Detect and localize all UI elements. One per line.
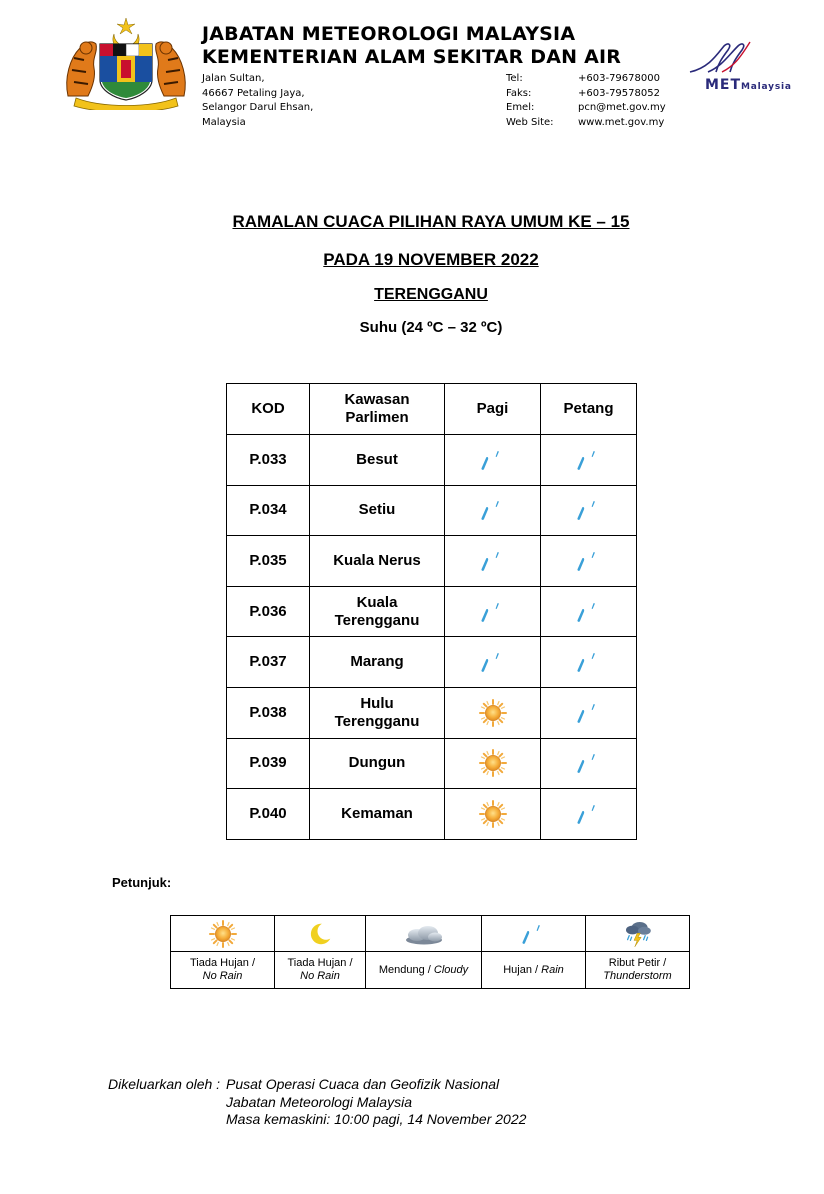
- legend-label: [482, 952, 586, 989]
- table-row: [227, 536, 637, 587]
- address-line: Malaysia: [202, 116, 246, 128]
- rain-icon: [574, 448, 604, 472]
- cell-pagi: [445, 485, 541, 536]
- rain-icon: [519, 922, 549, 946]
- cell-petang: [541, 687, 637, 738]
- legend-icon-row: [171, 916, 690, 952]
- table-row: [227, 435, 637, 486]
- document-date: PADA 19 NOVEMBER 2022: [323, 250, 539, 269]
- kawasan-label: Dungun: [348, 754, 406, 772]
- forecast-table: [226, 383, 637, 840]
- legend-label: [586, 952, 690, 989]
- rain-icon: [574, 600, 604, 624]
- legend-cell: [366, 916, 482, 952]
- table-row: [227, 738, 637, 789]
- table-row: [227, 485, 637, 536]
- department-row: [108, 1094, 526, 1112]
- cell-petang: [541, 637, 637, 688]
- cell-petang: [541, 485, 637, 536]
- cell-kod: P.037: [227, 637, 310, 688]
- legend-cell: [171, 916, 275, 952]
- cell-pagi: [445, 536, 541, 587]
- ministry-name: KEMENTERIAN ALAM SEKITAR DAN AIR: [202, 46, 622, 68]
- legend-label-ms: Hujan /: [503, 963, 539, 976]
- address-block: [202, 72, 313, 130]
- cell-kawasan: [310, 738, 445, 789]
- legend-label-ms: Tiada Hujan /: [287, 957, 353, 969]
- cell-petang: [541, 738, 637, 789]
- contact-row-tel: [506, 72, 666, 87]
- rain-icon: [478, 498, 508, 522]
- issued-by-label: Dikeluarkan oleh :: [108, 1076, 221, 1092]
- rain-icon: [478, 600, 508, 624]
- legend-title: Petunjuk:: [112, 875, 172, 890]
- rain-icon: [574, 650, 604, 674]
- kawasan-label: Hulu Terengganu: [334, 694, 420, 730]
- document-title: RAMALAN CUACA PILIHAN RAYA UMUM KE – 15: [232, 212, 630, 231]
- cell-kawasan: [310, 435, 445, 486]
- legend-table: [170, 915, 690, 989]
- cell-pagi: [445, 687, 541, 738]
- updated-row: [108, 1111, 526, 1129]
- organization-name: JABATAN METEOROLOGI MALAYSIA: [202, 23, 576, 45]
- legend-label-ms: Mendung /: [378, 963, 431, 976]
- address-line: Jalan Sultan,: [202, 73, 265, 84]
- cell-kod: P.036: [227, 586, 310, 637]
- met-malaysia-logo-text: [705, 74, 792, 93]
- issued-by-value: Pusat Operasi Cuaca dan Geofizik Nasional: [226, 1076, 500, 1092]
- cell-kawasan: [310, 687, 445, 738]
- legend-label-row: [171, 952, 690, 989]
- issuer-block: [108, 1076, 526, 1129]
- rain-icon: [478, 448, 508, 472]
- cell-petang: [541, 789, 637, 840]
- sun-icon: [208, 919, 238, 949]
- header-kawasan-label: Kawasan Parlimen: [344, 391, 410, 426]
- cell-petang: [541, 536, 637, 587]
- contact-label: Emel:: [506, 102, 535, 113]
- cell-kawasan: [310, 485, 445, 536]
- legend-label-ms: Ribut Petir /: [608, 957, 667, 969]
- logo-met-text: MET: [705, 77, 742, 93]
- legend-label: [171, 952, 275, 989]
- sun-icon: [478, 799, 508, 829]
- kawasan-label: Kuala Nerus: [333, 551, 421, 569]
- address-line: Selangor Darul Ehsan,: [202, 102, 314, 113]
- rain-icon: [478, 549, 508, 573]
- contact-row-email: [506, 101, 666, 116]
- table-row: [227, 687, 637, 738]
- issuer-row: [108, 1076, 526, 1094]
- rain-icon: [574, 498, 604, 522]
- cell-pagi: [445, 789, 541, 840]
- spacer: [108, 1094, 226, 1112]
- cell-kod: P.033: [227, 435, 310, 486]
- legend-cell: [482, 916, 586, 952]
- cell-kod: P.039: [227, 738, 310, 789]
- legend-cell: [275, 916, 366, 952]
- contact-row-website: [506, 116, 666, 131]
- cell-kawasan: [310, 586, 445, 637]
- kawasan-label: Kemaman: [341, 804, 413, 822]
- legend-label-en: Rain: [541, 963, 564, 976]
- temperature-range: Suhu (24 ºC – 32 ºC): [359, 319, 503, 336]
- legend-cell: [586, 916, 690, 952]
- header-pagi: Pagi: [445, 384, 541, 435]
- contact-block: [506, 72, 666, 130]
- logo-malaysia-text: Malaysia: [741, 82, 792, 92]
- kawasan-label: Kuala Terengganu: [334, 593, 420, 629]
- header-kawasan: [310, 384, 445, 435]
- cell-petang: [541, 435, 637, 486]
- contact-label: Tel:: [506, 73, 523, 84]
- table-row: [227, 789, 637, 840]
- legend-label-en: No Rain: [300, 970, 340, 982]
- department-name: Jabatan Meteorologi Malaysia: [226, 1093, 412, 1110]
- rain-icon: [574, 751, 604, 775]
- header-kod: KOD: [227, 384, 310, 435]
- contact-value: +603-79578052: [578, 87, 660, 99]
- contact-value: +603-79678000: [578, 73, 660, 84]
- legend-label-ms: Tiada Hujan /: [189, 957, 256, 969]
- cell-pagi: [445, 738, 541, 789]
- malaysia-coat-of-arms-icon: [62, 18, 190, 110]
- cell-kawasan: [310, 789, 445, 840]
- moon-icon: [306, 920, 334, 948]
- contact-value: pcn@met.gov.my: [578, 102, 666, 113]
- cell-kawasan: [310, 536, 445, 587]
- contact-row-fax: [506, 87, 666, 102]
- cell-kod: P.035: [227, 536, 310, 587]
- legend-label-en: No Rain: [202, 970, 243, 982]
- address-line: 46667 Petaling Jaya,: [202, 87, 305, 99]
- updated-time: Masa kemaskini: 10:00 pagi, 14 November 2022: [226, 1111, 527, 1127]
- legend-label: [366, 952, 482, 989]
- kawasan-label: Marang: [350, 653, 404, 671]
- cell-petang: [541, 586, 637, 637]
- table-row: [227, 637, 637, 688]
- sun-icon: [478, 748, 508, 778]
- legend-label-en: Thunderstorm: [603, 970, 672, 982]
- contact-label: Web Site:: [506, 116, 554, 128]
- rain-icon: [478, 650, 508, 674]
- kawasan-label: Setiu: [358, 501, 396, 519]
- cell-kod: P.038: [227, 687, 310, 738]
- cell-pagi: [445, 435, 541, 486]
- table-row: [227, 586, 637, 637]
- contact-label: Faks:: [506, 87, 532, 99]
- rain-icon: [574, 549, 604, 573]
- state-name: TERENGGANU: [374, 286, 488, 303]
- cell-kawasan: [310, 637, 445, 688]
- cell-kod: P.034: [227, 485, 310, 536]
- thunderstorm-icon: [622, 918, 654, 950]
- cell-pagi: [445, 637, 541, 688]
- cell-kod: P.040: [227, 789, 310, 840]
- legend-label-en: Cloudy: [433, 963, 469, 976]
- cell-pagi: [445, 586, 541, 637]
- legend-label: [275, 952, 366, 989]
- rain-icon: [574, 701, 604, 725]
- kawasan-label: Besut: [356, 450, 398, 468]
- spacer: [108, 1111, 226, 1129]
- header-petang: Petang: [541, 384, 637, 435]
- contact-value: www.met.gov.my: [578, 116, 665, 128]
- rain-icon: [574, 802, 604, 826]
- sun-icon: [478, 698, 508, 728]
- cloud-icon: [402, 922, 446, 946]
- table-header-row: [227, 384, 637, 435]
